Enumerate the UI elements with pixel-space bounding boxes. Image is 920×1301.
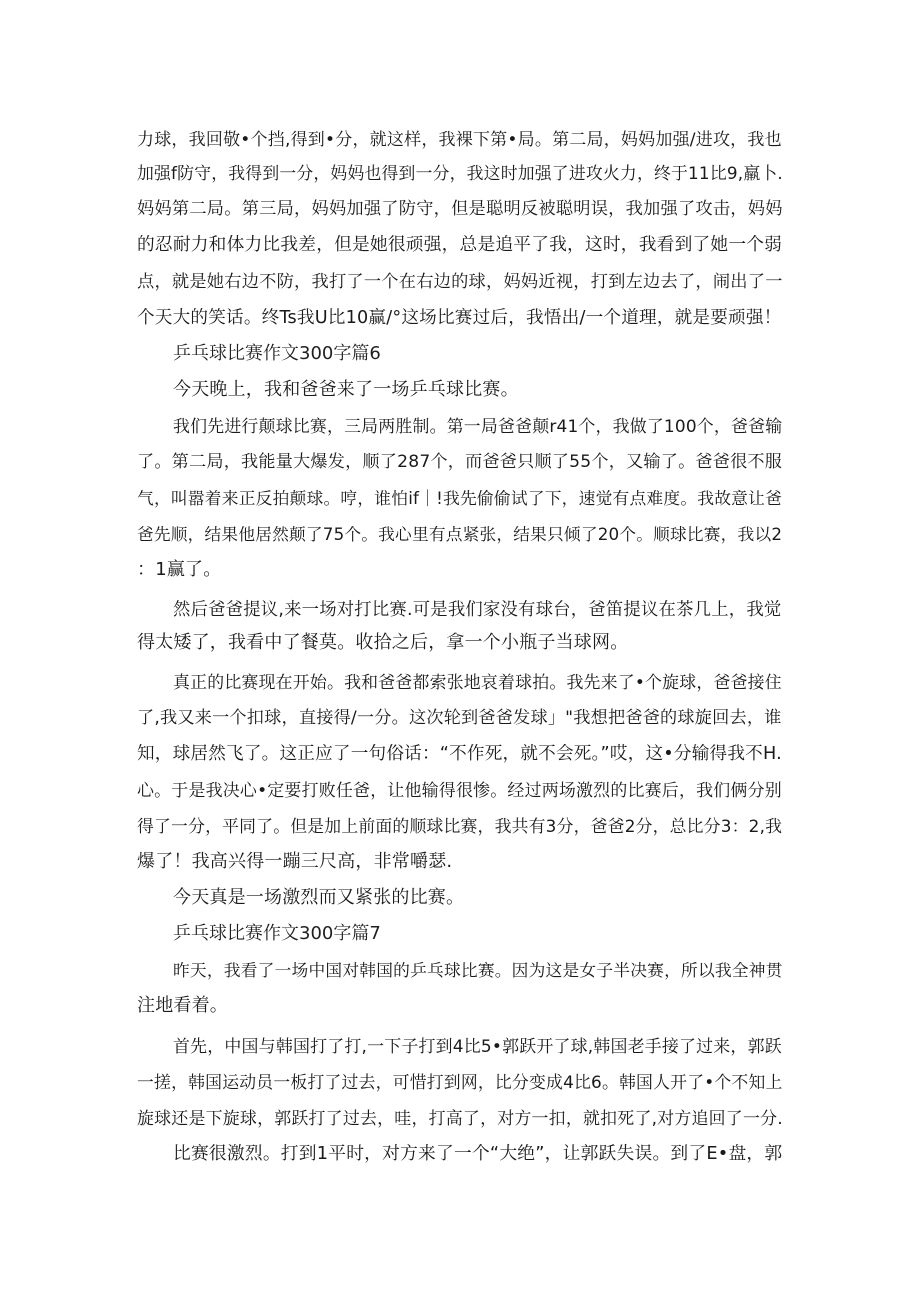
text-line: 气，叫嚣着来正反拍颠球。哼，谁怕if｜!我先偷偷试了下，速觉有点难度。我故意让爸 bbox=[137, 488, 783, 508]
text-line: 得了一分，平同了。但是加上前面的顺球比赛，我共有3分，爸爸2分，总比分3：2,我 bbox=[137, 816, 783, 836]
text-line: 今天晚上，我和爸爸来了一场乒乓球比赛。 bbox=[173, 379, 519, 400]
text-line: 了,我又来一个扣球，直接得/一分。这次轮到爸爸发球」"我想把爸爸的球旋回去，谁 bbox=[137, 708, 782, 728]
text-line: 心。于是我决心•定要打败任爸，让他输得很惨。经过两场激烈的比赛后，我们俩分别 bbox=[137, 780, 782, 800]
text-line: 一搓，韩国运动员一板打了过去，可惜打到网，比分变成4比6。韩国人开了•个不知上 bbox=[137, 1072, 783, 1092]
text-line: 首先，中国与韩国打了打,一下子打到4比5•郭跃开了球,韩国老手接了过来，郭跃 bbox=[173, 1036, 782, 1056]
text-line: 今天真是一场激烈而又紧张的比赛。 bbox=[173, 887, 465, 908]
text-line: 旋球还是下旋球，郭跃打了过去，哇，打高了，对方一扣，就扣死了,对方追回了一分. bbox=[137, 1108, 783, 1128]
text-line: 注地看着。 bbox=[137, 995, 228, 1016]
text-line: 爆了！我高兴得一蹦三尺高，非常嚼瑟. bbox=[137, 851, 453, 872]
section-heading: 乒乓球比赛作文300字篇6 bbox=[173, 343, 381, 364]
text-line: 得太矮了，我看中了餐莫。收拾之后，拿一个小瓶子当球网。 bbox=[137, 632, 629, 653]
section-heading: 乒乓球比赛作文300字篇7 bbox=[173, 923, 381, 944]
text-line: 个天大的笑话。终Ts我U比10赢/°这场比赛过后，我悟出/一个道理，就是要顽强！ bbox=[137, 308, 782, 328]
text-line: 妈妈第二局。第三局，妈妈加强了防守，但是聪明反被聪明误，我加强了攻击，妈妈 bbox=[137, 199, 783, 219]
text-line: 力球，我回敬•个挡,得到•分，就这样，我裸下第•局。第二局，妈妈加强/进攻，我也 bbox=[137, 130, 782, 150]
text-line: 点，就是她右边不防，我打了一个在右边的球，妈妈近视，打到左边去了，闹出了一 bbox=[137, 272, 783, 292]
text-line: 昨天，我看了一场中国对韩国的乒乓球比赛。因为这是女子半决赛，所以我全神贯 bbox=[173, 960, 783, 980]
text-line: ：1赢了。 bbox=[137, 559, 222, 580]
text-line: 了。第二局，我能量大爆发，顺了287个，而爸爸只顺了55个，又输了。爸爸很不服 bbox=[137, 452, 783, 472]
text-line: 爸先顺，结果他居然颠了75个。我心里有点紧张，结果只倾了20个。顺球比赛，我以2 bbox=[137, 524, 783, 544]
text-line: 然后爸爸提议,来一场对打比赛.可是我们家没有球台，爸笛提议在茶几上，我觉 bbox=[173, 600, 782, 620]
text-line: 真正的比赛现在开始。我和爸爸都索张地哀着球拍。我先来了•个旋球，爸爸接住 bbox=[173, 672, 782, 692]
text-line: 比赛很激烈。打到1平时，对方来了一个“大绝”，让郭跃失误。到了E•盘，郭 bbox=[173, 1144, 783, 1164]
text-line: 加强f防守，我得到一分，妈妈也得到一分，我这时加强了进攻火力，终于11比9,羸卜. bbox=[137, 163, 783, 183]
text-line: 的忍耐力和体力比我差，但是她很顽强，总是追平了我，这时，我看到了她一个弱 bbox=[137, 235, 783, 255]
text-line: 知，球居然飞了。这正应了一句俗话：“不作死，就不会死。”哎，这•分输得我不H. bbox=[137, 744, 782, 764]
text-line: 我们先进行颠球比赛，三局两胜制。第一局爸爸颠r41个，我做了100个，爸爸输 bbox=[173, 416, 783, 436]
